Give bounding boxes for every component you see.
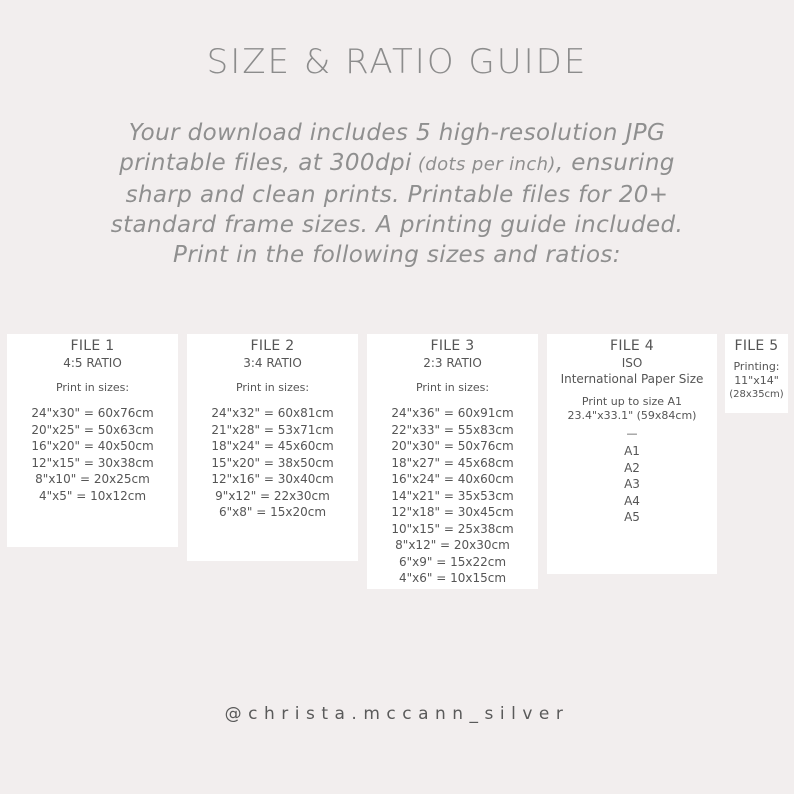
social-handle: @christa.mccann_silver — [224, 704, 570, 724]
file-2-card — [187, 334, 358, 561]
file-3-size: 20"x30" = 50x76cm — [391, 439, 514, 453]
file-2-size: 21"x28" = 53x71cm — [211, 422, 334, 437]
file-1-size: 24"x30" = 60x76cm — [31, 406, 154, 420]
file-5-card — [725, 334, 788, 413]
file-2-ratio: 3:4 RATIO — [243, 356, 302, 370]
file-2-size: 6"x8" = 15x20cm — [218, 505, 327, 519]
file-2-size: 18"x24" = 45x60cm — [211, 439, 334, 453]
file-2-size: 9"x12" = 22x30cm — [215, 488, 330, 503]
file-4-size: A2 — [624, 460, 640, 475]
file-3-size: 22"x33" = 55x83cm — [391, 422, 514, 437]
file-1-ratio: 4:5 RATIO — [63, 356, 122, 370]
file-3-ratio: 2:3 RATIO — [423, 356, 482, 370]
file-3-size: 10"x15" = 25x38cm — [391, 521, 514, 536]
page-title: SIZE & RATIO GUIDE — [206, 42, 588, 82]
intro-line-3: sharp and clean prints. Printable files for 20+ — [125, 182, 669, 208]
file-3-size: 16"x24" = 40x60cm — [391, 472, 514, 486]
file-4-card — [547, 334, 717, 574]
file-1-size: 8"x10" = 20x25cm — [35, 472, 150, 486]
file-3-size: 12"x18" = 30x45cm — [391, 505, 514, 519]
file-4-size: A1 — [624, 444, 640, 458]
file-1-size: 4"x5" = 10x12cm — [38, 488, 147, 503]
file-1-size: 12"x15" = 30x38cm — [31, 455, 154, 470]
file-5-size-in: 11"x14" — [734, 374, 779, 387]
file-3-size: 6"x9" = 15x22cm — [398, 554, 507, 569]
file-2-title: FILE 2 — [250, 338, 295, 354]
file-1-print-label: Print in sizes: — [55, 381, 130, 394]
file-2-size: 24"x32" = 60x81cm — [211, 406, 334, 420]
intro-line-2: printable files, at 300dpi (dots per inch), ensuring — [119, 150, 675, 176]
file-5-size-cm: (28x35cm) — [729, 389, 784, 400]
file-4-print-line-2: 23.4"x33.1" (59x84cm) — [567, 409, 697, 422]
file-5-title: FILE 5 — [734, 338, 779, 354]
file-1-title: FILE 1 — [70, 338, 115, 354]
file-3-size: 14"x21" = 35x53cm — [391, 488, 514, 503]
file-2-print-label: Print in sizes: — [235, 381, 310, 394]
file-4-size: A4 — [624, 493, 640, 508]
file-1-size: 16"x20" = 40x50cm — [31, 439, 154, 453]
file-3-print-label: Print in sizes: — [415, 381, 490, 394]
file-2-size: 12"x16" = 30x40cm — [211, 472, 334, 486]
file-3-size: 18"x27" = 45x68cm — [391, 455, 514, 470]
file-4-size: A5 — [624, 510, 640, 524]
file-3-size: 4"x6" = 10x15cm — [398, 571, 507, 585]
file-1-size: 20"x25" = 50x63cm — [31, 422, 154, 437]
file-4-print-line-1: Print up to size A1 — [581, 395, 683, 408]
file-2-size: 15"x20" = 38x50cm — [211, 455, 334, 470]
file-4-subtitle: International Paper Size — [560, 372, 704, 386]
file-4-title: FILE 4 — [610, 338, 654, 354]
file-4-ratio: ISO — [621, 356, 643, 370]
file-3-title: FILE 3 — [430, 338, 475, 354]
file-1-card — [7, 334, 178, 547]
file-3-card — [367, 334, 538, 589]
intro-text — [60, 118, 734, 270]
file-3-size: 24"x36" = 60x91cm — [391, 406, 514, 420]
file-5-print-label: Printing: — [733, 360, 780, 373]
file-4-size: A3 — [624, 477, 640, 491]
intro-line-1: Your download includes 5 high-resolution JPG — [128, 120, 666, 146]
intro-line-4: standard frame sizes. A printing guide included. — [110, 212, 684, 238]
file-4-divider: — — [626, 427, 638, 440]
intro-line-5: Print in the following sizes and ratios: — [173, 242, 621, 268]
file-3-size: 8"x12" = 20x30cm — [395, 538, 510, 552]
